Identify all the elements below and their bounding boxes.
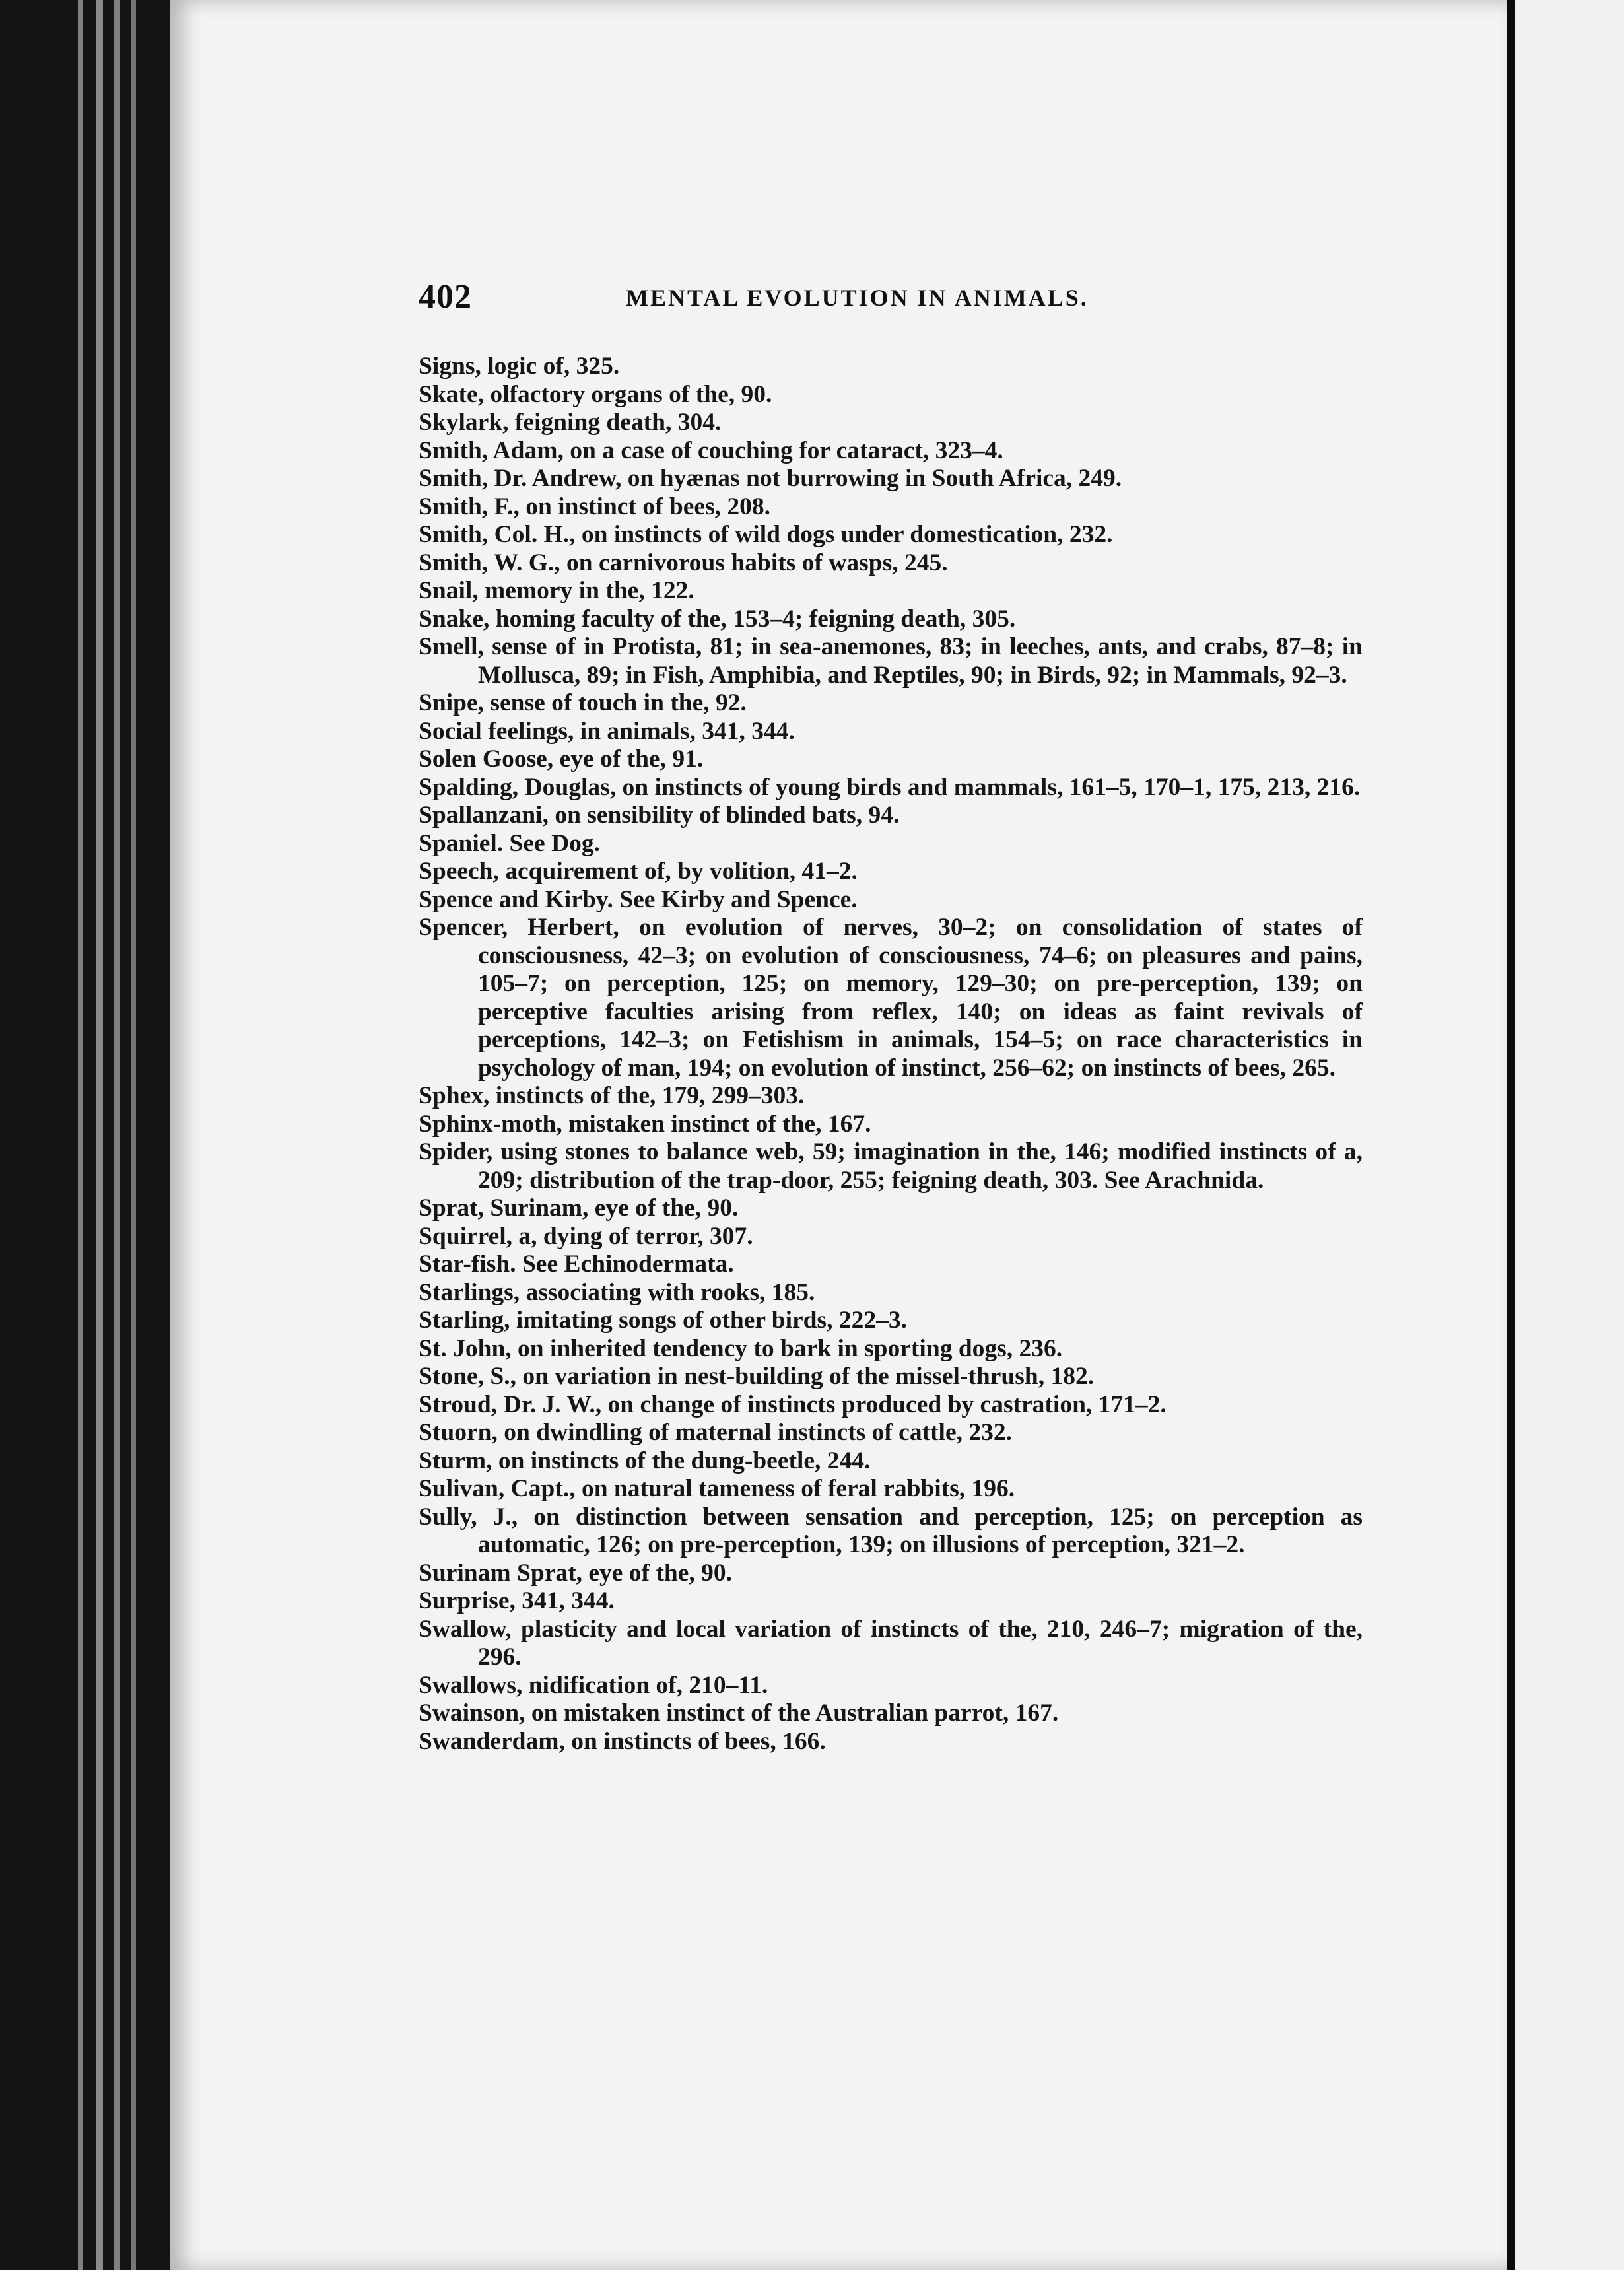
index-entry: Surinam Sprat, eye of the, 90. — [419, 1559, 732, 1587]
index-entry: Stuorn, on dwindling of maternal instincts of cattle, 232. — [419, 1419, 1012, 1446]
index-entry: Skate, olfactory organs of the, 90. — [419, 380, 772, 408]
index-entry: Sphinx-moth, mistaken instinct of the, 167. — [419, 1110, 871, 1138]
index-entry: Swallow, plasticity and local variation of instincts of the, 210, 246–7; migration of the, 296. — [419, 1615, 1363, 1670]
page-number: 402 — [419, 278, 472, 316]
book-edge-strip — [114, 0, 120, 2270]
index-entry: Stroud, Dr. J. W., on change of instincts produced by castration, 171–2. — [419, 1391, 1167, 1418]
index-entry: Spaniel. See Dog. — [419, 829, 601, 857]
index-entry: Signs, logic of, 325. — [419, 353, 620, 380]
index-entry: Stone, S., on variation in nest-building of the missel-thrush, 182. — [419, 1363, 1095, 1390]
book-edge-strip — [131, 0, 136, 2270]
index-entry: Snipe, sense of touch in the, 92. — [419, 689, 747, 716]
index-entry-list — [419, 353, 1363, 1756]
index-entry: Surprise, 341, 344. — [419, 1587, 615, 1614]
index-entry: Smith, Adam, on a case of couching for cataract, 323–4. — [419, 436, 1003, 464]
index-entry: Snake, homing faculty of the, 153–4; feigning death, 305. — [419, 605, 1016, 633]
index-entry: Smith, W. G., on carnivorous habits of wasps, 245. — [419, 549, 948, 576]
index-entry: Social feelings, in animals, 341, 344. — [419, 717, 795, 745]
index-entry: Sprat, Surinam, eye of the, 90. — [419, 1194, 739, 1221]
page-header — [419, 277, 1132, 324]
index-entry: Smell, sense of in Protista, 81; in sea-anemones, 83; in leeches, ants, and crabs, 87–8; in Mollusca, 89; in Fish, Amphibia, and Reptiles, 90; in Birds, 92; in Mammals, 92–3. — [419, 633, 1363, 689]
index-entry: Squirrel, a, dying of terror, 307. — [419, 1222, 753, 1250]
index-entry: Solen Goose, eye of the, 91. — [419, 745, 704, 773]
index-entry: Smith, Col. H., on instincts of wild dogs under domestication, 232. — [419, 521, 1113, 548]
index-entry: Swainson, on mistaken instinct of the Australian parrot, 167. — [419, 1700, 1059, 1727]
index-entry: Sturm, on instincts of the dung-beetle, 244. — [419, 1447, 871, 1474]
index-entry: Starling, imitating songs of other birds, 222–3. — [419, 1307, 907, 1334]
index-entry: Swallows, nidification of, 210–11. — [419, 1671, 768, 1699]
index-entry: Snail, memory in the, 122. — [419, 577, 694, 604]
index-entry: Spencer, Herbert, on evolution of nerves, 30–2; on consolidation of states of consciousness, 42–3; on evolution of consciousness, 74–6; on pleasures and pains, 105–7; on perception, 125; on memory, 129–30; on pre-perception, 139; on perceptive faculties arising from reflex, 140; on ideas as faint revivals of perceptions, 142–3; on Fetishism in animals, 154–5; on race characteristics in psychology of man, 194; on evolution of instinct, 256–62; on instincts of bees, 265. — [419, 914, 1363, 1082]
book-edge-strip — [78, 0, 83, 2270]
index-entry: Sully, J., on distinction between sensation and perception, 125; on perception as automatic, 126; on pre-perception, 139; on illusions of perception, 321–2. — [419, 1503, 1363, 1558]
index-entry: Spalding, Douglas, on instincts of young birds and mammals, 161–5, 170–1, 175, 213, 216. — [419, 773, 1361, 801]
index-entry: Starlings, associating with rooks, 185. — [419, 1278, 815, 1306]
index-entry: Sulivan, Capt., on natural tameness of feral rabbits, 196. — [419, 1475, 1015, 1502]
index-entry: Sphex, instincts of the, 179, 299–303. — [419, 1082, 805, 1109]
index-entry: Spider, using stones to balance web, 59; imagination in the, 146; modified instincts of a, 209; distribution of the trap-door, 255; feigning death, 303. See Arachnida. — [419, 1138, 1363, 1194]
opposite-page-margin — [1515, 0, 1624, 2270]
index-entry: Smith, F., on instinct of bees, 208. — [419, 493, 771, 520]
running-title: MENTAL EVOLUTION IN ANIMALS. — [626, 285, 1089, 311]
index-entry: Spence and Kirby. See Kirby and Spence. — [419, 885, 858, 913]
index-entry: Skylark, feigning death, 304. — [419, 409, 722, 436]
index-entry: Star-fish. See Echinodermata. — [419, 1251, 734, 1278]
book-edge-strip — [96, 0, 103, 2270]
index-entry: Spallanzani, on sensibility of blinded bats, 94. — [419, 802, 900, 829]
page-gutter — [1507, 0, 1515, 2270]
index-entry: Swanderdam, on instincts of bees, 166. — [419, 1727, 826, 1755]
index-entry: Speech, acquirement of, by volition, 41–2. — [419, 858, 858, 885]
index-entry: Smith, Dr. Andrew, on hyænas not burrowing in South Africa, 249. — [419, 465, 1122, 492]
index-entry: St. John, on inherited tendency to bark in sporting dogs, 236. — [419, 1334, 1063, 1362]
